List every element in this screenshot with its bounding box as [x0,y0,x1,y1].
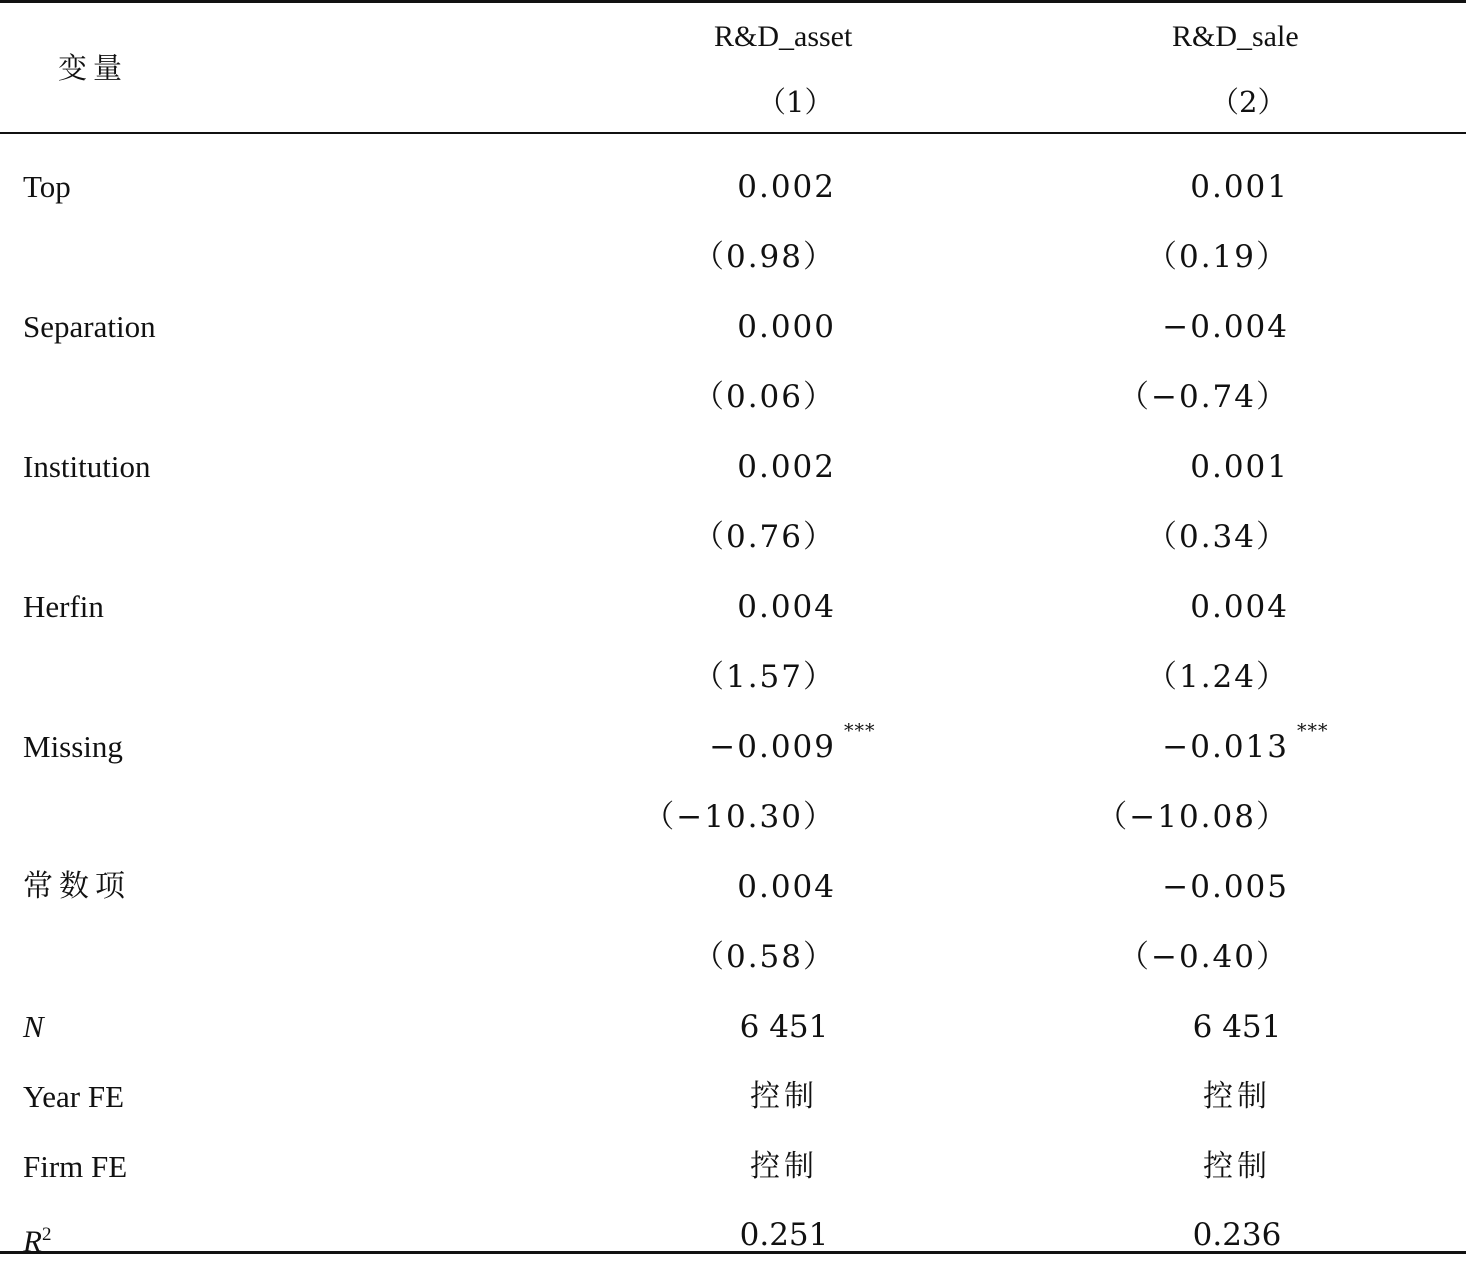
row-label: Year FE [23,1079,125,1114]
table-row-year-fe [0,1062,1466,1132]
coef-col1: 0.004 [737,589,836,625]
tstat-col1: （0.58） [692,939,836,975]
coef-col1: 0.002 [737,449,836,485]
value-col1: 控制 [750,1149,818,1184]
value-col2: 控制 [1203,1079,1271,1114]
coef-col2: 0.004 [1190,589,1289,625]
table-row-institution [0,432,1466,502]
row-label: Firm FE [23,1149,128,1184]
tstat-col2: （−0.40） [1118,939,1289,975]
row-label: Institution [23,449,151,484]
top-rule [0,0,1466,3]
value-col2: 6 451 [1192,1009,1282,1045]
header-col2-number: （2） [1210,85,1287,119]
header-variable: 变量 [58,51,129,85]
coef-col2: 0.001 [1190,449,1289,485]
value-col2: 0.236 [1192,1217,1282,1253]
coef-col2: −0.013 [1162,729,1289,765]
tstat-col2: （1.24） [1145,659,1289,695]
coef-col2: −0.005 [1162,869,1289,905]
coef-col2: −0.004 [1162,309,1289,345]
header-col2-name: R&D_sale [1172,20,1299,53]
table-row-separation [0,292,1466,362]
significance-stars-col1: *** [844,720,876,742]
value-col1: 0.251 [739,1217,829,1253]
table-row-r-squared [0,1200,1466,1270]
tstat-col2: （−10.08） [1096,799,1289,835]
coef-col2: 0.001 [1190,169,1289,205]
row-label [23,1217,51,1259]
table-row-n [0,992,1466,1062]
coef-col1: 0.000 [737,309,836,345]
table-row-firm-fe [0,1132,1466,1202]
table-row-institution-tstat [0,502,1466,572]
table-row-constant [0,852,1466,922]
table-row-separation-tstat [0,362,1466,432]
row-label: 常数项 [23,869,131,904]
row-label: Separation [23,309,156,344]
tstat-col1: （−10.30） [643,799,836,835]
row-label: Top [23,169,71,204]
row-label: N [23,1009,44,1044]
coef-col1: 0.004 [737,869,836,905]
value-col1: 控制 [750,1079,818,1114]
tstat-col2: （0.34） [1145,519,1289,555]
r-exponent: 2 [41,1224,52,1245]
tstat-col1: （0.98） [692,239,836,275]
tstat-col1: （0.06） [692,379,836,415]
tstat-col1: （0.76） [692,519,836,555]
coef-col1: −0.009 [709,729,836,765]
header-col1-number: （1） [757,85,834,119]
tstat-col2: （0.19） [1145,239,1289,275]
table-row-herfin [0,572,1466,642]
row-label: Herfin [23,589,104,624]
table-row-top-tstat [0,222,1466,292]
r-symbol: R [23,1223,42,1259]
header-rule [0,132,1466,134]
table-row-constant-tstat [0,922,1466,992]
table-row-herfin-tstat [0,642,1466,712]
significance-stars-col2: *** [1297,720,1329,742]
table-row-top [0,152,1466,222]
tstat-col2: （−0.74） [1118,379,1289,415]
value-col2: 控制 [1203,1149,1271,1184]
table-row-missing-tstat [0,782,1466,852]
row-label: Missing [23,729,123,764]
tstat-col1: （1.57） [692,659,836,695]
header-col1-name: R&D_asset [714,20,853,53]
coef-col1: 0.002 [737,169,836,205]
value-col1: 6 451 [739,1009,829,1045]
table-row-missing [0,712,1466,782]
